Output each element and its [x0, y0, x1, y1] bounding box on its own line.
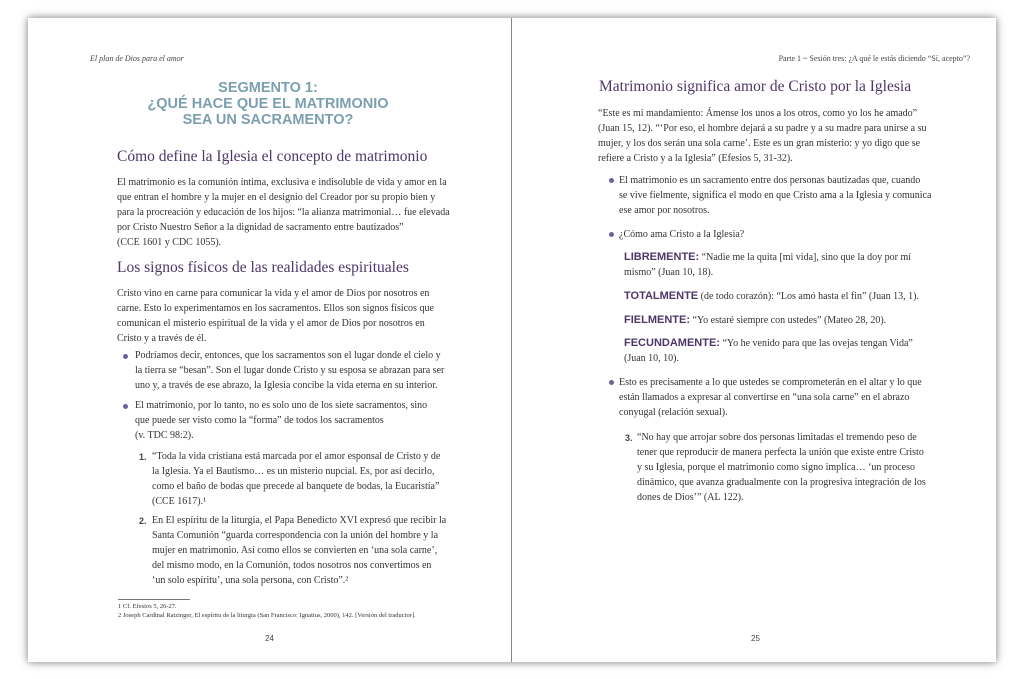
term-text: “Nadie me la quita [mi vida], sino que la doy por mí [699, 252, 912, 263]
list-number: 3. [625, 433, 633, 443]
text-line: se vive fielmente, significa el modo en que Cristo ama a la Iglesia y comunica [619, 190, 932, 201]
text-line: comunican el misterio espiritual de la vida y el amor de Dios por nosotros en [117, 318, 425, 329]
right-page [512, 18, 996, 662]
keyword: LIBREMENTE: [624, 251, 700, 263]
text-line: dinámico, que avanza gradualmente con la progresiva integración de los [637, 477, 926, 488]
text-line [624, 250, 911, 265]
text-line [624, 313, 886, 328]
heading-physical-signs: Los signos físicos de las realidades espirituales [117, 259, 409, 276]
text-line: (Juan 10, 10). [624, 353, 679, 364]
bullet-marriage-sacrament [619, 173, 931, 218]
text-line [624, 336, 913, 351]
text-line: En El espíritu de la liturgia, el Papa Benedicto XVI expresó que recibir la [152, 515, 447, 526]
numbered-item-3 [637, 430, 926, 505]
keyword: FECUNDAMENTE: [624, 337, 720, 349]
running-head-left: El plan de Dios para el amor [90, 54, 184, 63]
text-line: por Cristo Nuestro Señor a la dignidad de sacramento entre bautizados” [117, 222, 404, 233]
bullet-dot [609, 380, 614, 385]
left-page [28, 18, 511, 662]
bullet-commitment [619, 375, 922, 420]
text-line: del mismo modo, en la Comunión, todos nosotros nos convertimos en [152, 560, 432, 571]
heading-christ-love: Matrimonio significa amor de Cristo por la Iglesia [599, 78, 912, 95]
list-number: 2. [139, 516, 147, 526]
text-line: y su Iglesia, porque el matrimonio como signo implica… ‘un proceso [637, 462, 915, 473]
text-line: (CCE 1601 y CDC 1055). [117, 237, 222, 248]
text-line: mujer, y los dos serán una sola carne’. Este es un gran misterio: y yo digo que se [598, 138, 921, 149]
text-line: la Iglesia. Ya el Bautismo… es un misterio nupcial. Es, por así decirlo, [152, 466, 435, 477]
text-line: carne. Esto lo experimentamos en los sacramentos. Ellos son signos físicos que [117, 303, 434, 314]
scripture-quote [598, 106, 927, 166]
segment-title [118, 80, 418, 128]
paragraph-physical-signs [117, 286, 434, 346]
segment-title-line: SEA UN SACRAMENTO? [182, 112, 354, 128]
text-line: ‘un solo espíritu’, una sola persona, con Cristo”.² [152, 575, 349, 586]
term-totalmente [624, 289, 919, 304]
heading-church-definition: Cómo define la Iglesia el concepto de matrimonio [117, 148, 428, 165]
numbered-item-1 [152, 449, 440, 509]
page-number-right: 25 [751, 634, 760, 643]
footnote-rule [118, 599, 190, 600]
keyword: FIELMENTE: [624, 314, 690, 326]
running-head-right: Parte 1 ~ Sesión tres: ¿A qué le estás diciendo “Sí, acepto”? [778, 54, 970, 63]
text-line: El matrimonio, por lo tanto, no es solo uno de los siete sacramentos, sino [135, 400, 428, 411]
term-text: “Yo estaré siempre con ustedes” (Mateo 28, 20). [690, 315, 887, 326]
page-number-left: 24 [265, 634, 274, 643]
text-line: mismo” (Juan 10, 18). [624, 267, 714, 278]
text-line: El matrimonio es un sacramento entre dos personas bautizadas que, cuando [619, 175, 921, 186]
text-line: Cristo y a través de él. [117, 333, 207, 344]
term-fielmente [624, 313, 886, 328]
keyword: TOTALMENTE [624, 290, 699, 302]
list-number: 1. [139, 452, 147, 462]
text-line: Podríamos decir, entonces, que los sacramentos son el lugar donde el cielo y [135, 350, 441, 361]
text-line: como el baño de bodas que precede al banquete de bodas, la Eucaristía” [152, 481, 440, 492]
term-text: “Yo he venido para que las ovejas tengan Vida” [719, 338, 913, 349]
numbered-item-2 [152, 513, 446, 588]
term-fecundamente [624, 336, 913, 366]
text-line: refiere a Cristo y a la Iglesia” (Efesios 5, 31-32). [598, 153, 793, 164]
text-line: que entran el hombre y la mujer en el designio del Creador por su propio bien y [117, 192, 436, 203]
term-text: (de todo corazón): “Los amó hasta el fin” (Juan 13, 1). [698, 291, 919, 302]
term-libremente [624, 250, 911, 280]
paragraph-definition [117, 175, 450, 250]
segment-title-line: SEGMENTO 1: [218, 80, 318, 96]
bullet-dot [609, 232, 614, 237]
text-line: dones de Dios’” (AL 122). [637, 492, 744, 503]
text-line: (Juan 15, 12). “‘Por eso, el hombre dejará a su padre y a su madre para unirse a su [598, 123, 927, 134]
text-line: ese amor por nosotros. [619, 205, 710, 216]
text-line: (v. TDC 98:2). [135, 430, 194, 441]
text-line: Santa Comunión “guarda correspondencia con la unión del hombre y la [152, 530, 439, 541]
text-line: tener que reproducir de manera perfecta la unión que existe entre Cristo [637, 447, 924, 458]
text-line: para la procreación y educación de los hijos: “la alianza matrimonial… fue elevada [117, 207, 450, 218]
bullet-sacraments [135, 348, 444, 393]
text-line: conyugal (relación sexual). [619, 407, 728, 418]
segment-title-line: ¿QUÉ HACE QUE EL MATRIMONIO [147, 96, 389, 112]
bullet-dot [609, 178, 614, 183]
bullet-dot [123, 404, 128, 409]
bullet-marriage-form [135, 398, 427, 443]
text-line: Cristo vino en carne para comunicar la vida y el amor de Dios por nosotros en [117, 288, 430, 299]
bullet-dot [123, 354, 128, 359]
text-line: “Toda la vida cristiana está marcada por el amor esponsal de Cristo y de [152, 451, 441, 462]
text-line: están llamados a expresar al convertirse en “una sola carne” en el abrazo [619, 392, 910, 403]
text-line: (CCE 1617).¹ [152, 496, 207, 507]
text-line: que puede ser visto como la “forma” de todos los sacramentos [135, 415, 384, 426]
text-line: El matrimonio es la comunión íntima, exclusiva e indisoluble de vida y amor en la [117, 177, 447, 188]
footnote-2: 2 Joseph Cardinal Ratzinger, El espíritu de la liturgia (San Francisco: Ignatius, 2000), 142. [Versión del traductor]. [118, 612, 416, 619]
text-line: uno y, a través de ese abrazo, la Iglesia concibe la vida eterna en su interior. [135, 380, 438, 391]
text-line: Esto es precisamente a lo que ustedes se comprometerán en el altar y lo que [619, 377, 922, 388]
footnote-1: 1 Cf. Efesios 5, 26-27. [118, 603, 177, 610]
text-line: la tierra se “besan”. Son el lugar donde Cristo y su esposa se abrazan para ser [135, 365, 445, 376]
text-line: “No hay que arrojar sobre dos personas limitadas el tremendo peso de [637, 432, 917, 443]
book-spread [28, 18, 996, 662]
text-line: “Este es mi mandamiento: Ámense los unos a los otros, como yo los he amado” [598, 108, 918, 119]
bullet-how-christ-loves [619, 227, 744, 242]
text-line: ¿Cómo ama Cristo a la Iglesia? [619, 229, 745, 240]
text-line [624, 289, 919, 304]
text-line: mujer en matrimonio. Así como ellos se convierten en ‘una sola carne’, [152, 545, 438, 556]
